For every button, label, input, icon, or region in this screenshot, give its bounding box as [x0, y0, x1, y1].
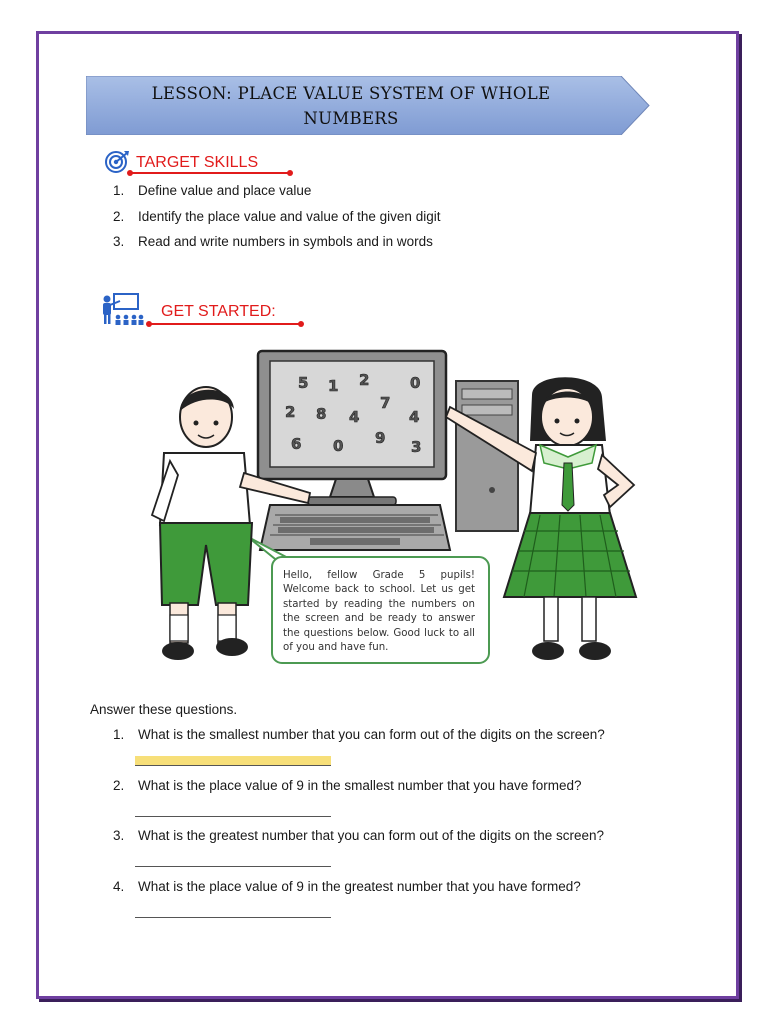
list-item: 4. What is the place value of 9 in the greatest number that you have formed? — [113, 878, 581, 894]
teacher-presentation-icon — [100, 292, 144, 328]
lesson-banner — [86, 76, 650, 135]
screen-digit: 6 — [291, 435, 302, 453]
lesson-title-line2: NUMBERS — [303, 109, 399, 128]
target-skills-underline — [130, 172, 290, 174]
computer-monitor — [258, 351, 446, 505]
target-skills-list — [113, 183, 440, 260]
screen-digit: 1 — [328, 377, 339, 395]
screen-digit: 7 — [380, 394, 391, 412]
answer-field-1[interactable] — [135, 756, 331, 766]
screen-digit: 3 — [411, 438, 422, 456]
speech-bubble-text: Hello, fellow Grade 5 pupils! Welcome back to school. Let us get started by reading the numbers on the screen and be ready to answer the questions below. Good luck to all of you and have fun. — [283, 570, 475, 654]
lesson-title-line1: LESSON: PLACE VALUE SYSTEM OF WHOLE — [151, 84, 551, 103]
target-icon — [104, 150, 130, 174]
list-item: 1. Define value and place value — [113, 183, 312, 198]
screen-digit: 4 — [349, 408, 360, 426]
screen-digit: 0 — [410, 374, 421, 392]
answer-field-4[interactable] — [135, 917, 331, 918]
screen-digit: 2 — [359, 371, 370, 389]
target-skills-heading: TARGET SKILLS — [136, 154, 259, 171]
answer-field-3[interactable] — [135, 866, 331, 867]
lesson-title — [86, 81, 616, 131]
list-item: 2. Identify the place value and value of the given digit — [113, 208, 441, 224]
screen-digit: 0 — [333, 437, 344, 455]
list-item: 2. What is the place value of 9 in the smallest number that you have formed? — [113, 777, 582, 793]
answer-field-2[interactable] — [135, 816, 331, 817]
keyboard — [260, 505, 450, 550]
screen-digit: 9 — [375, 429, 386, 447]
screen-digit: 2 — [285, 403, 296, 421]
screen-digit: 4 — [409, 408, 420, 426]
get-started-heading: GET STARTED: — [161, 303, 276, 320]
list-item: 3. What is the greatest number that you can form out of the digits on the screen? — [113, 828, 605, 843]
screen-digit: 8 — [316, 405, 327, 423]
questions-intro: Answer these questions. — [90, 702, 238, 717]
screen-digit: 5 — [298, 374, 309, 392]
list-item: 1. What is the smallest number that you can form out of the digits on the screen? — [113, 727, 605, 742]
get-started-underline — [149, 323, 301, 325]
list-item: 3. Read and write numbers in symbols and in words — [113, 234, 433, 249]
